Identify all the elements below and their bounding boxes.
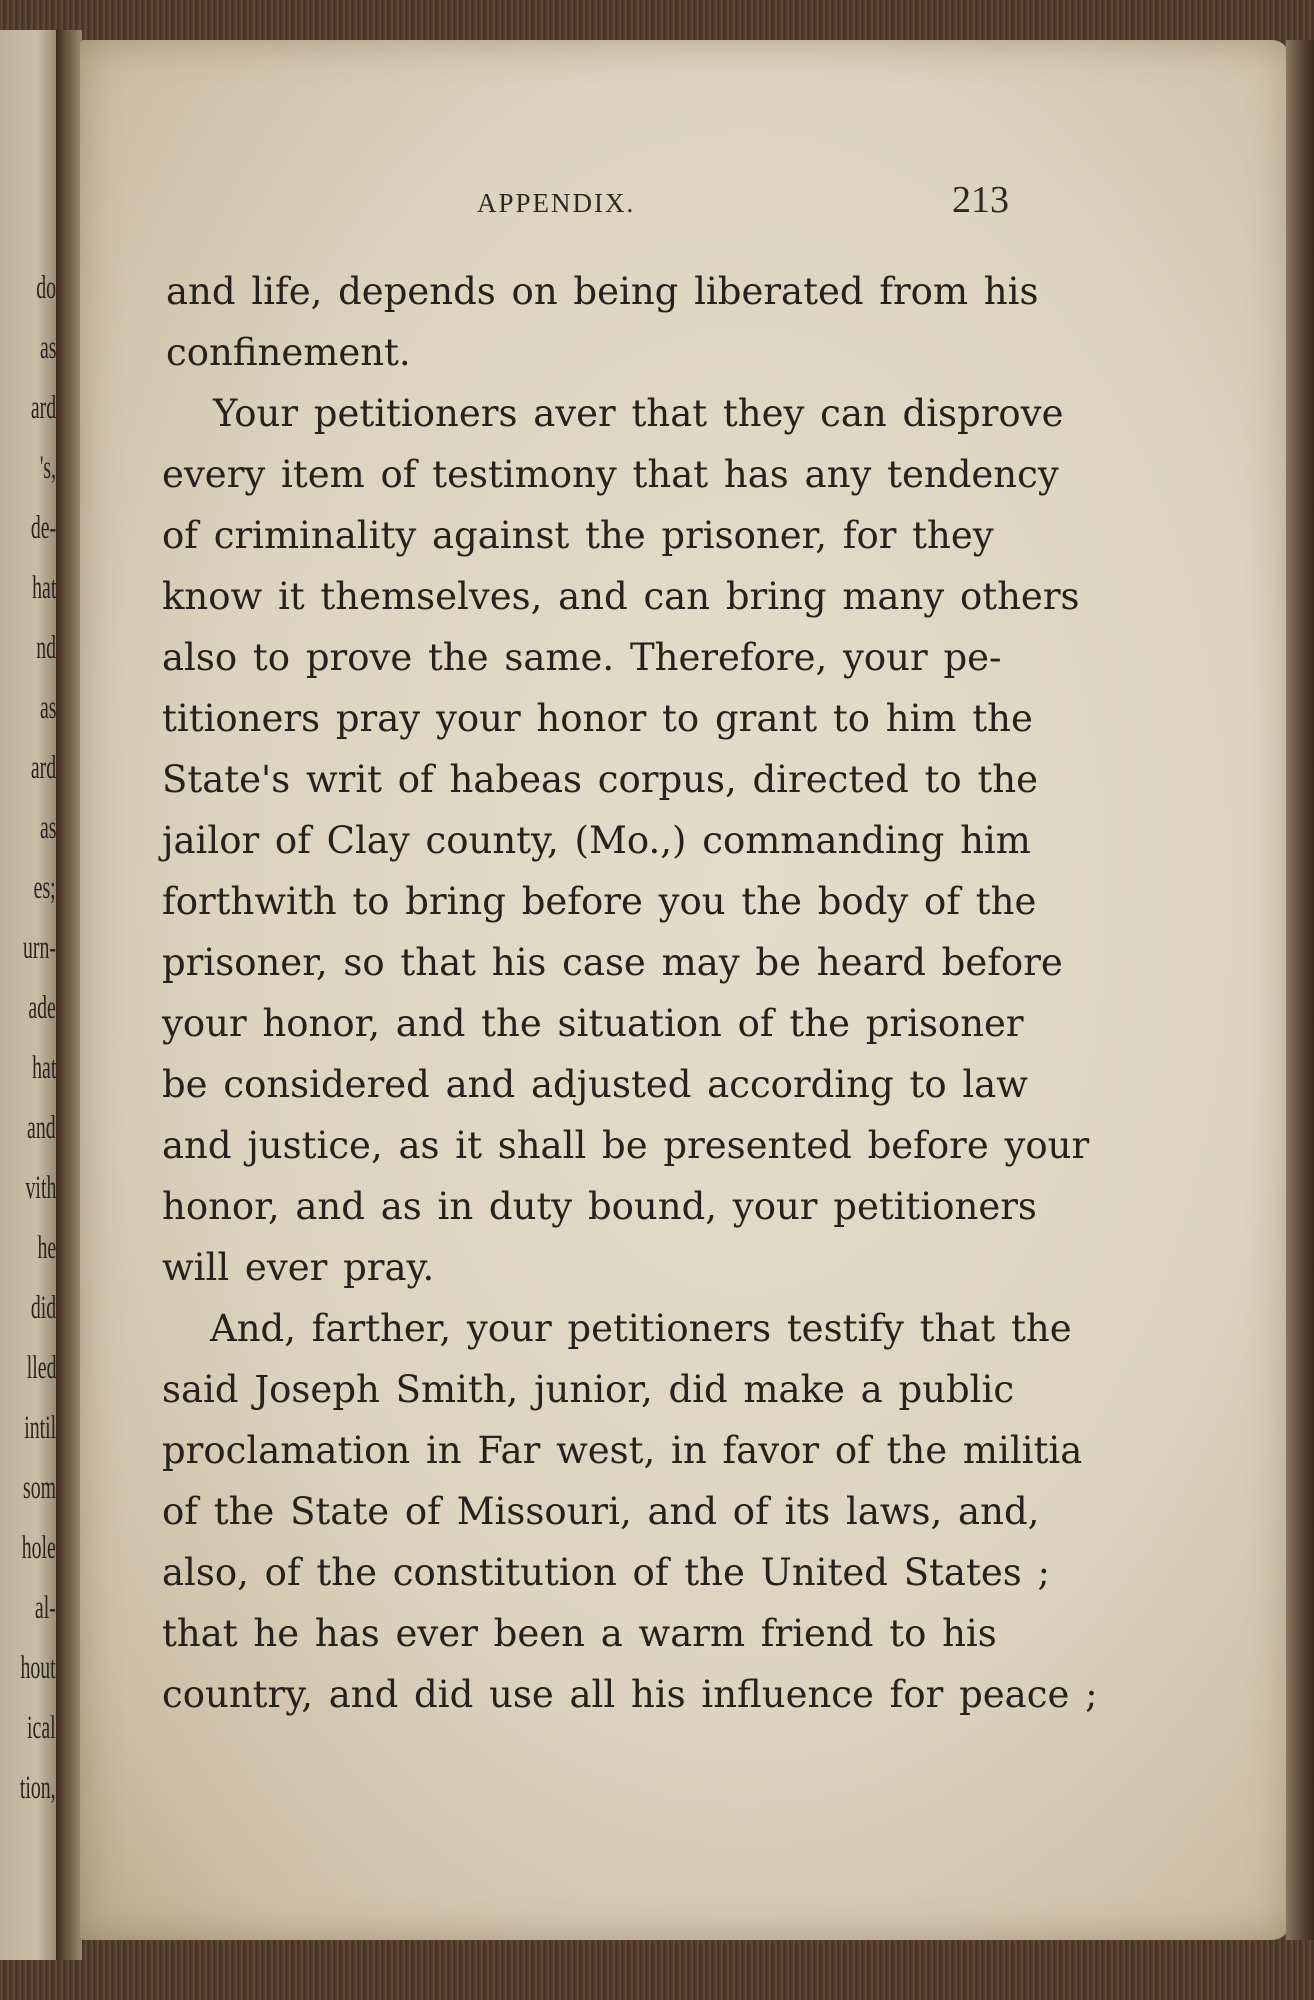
facing-text-fragment: al- [35, 1590, 56, 1626]
facing-text-fragment: and [27, 1110, 56, 1146]
text-line: said Joseph Smith, junior, did make a public [162, 1368, 1015, 1411]
page-edge-right [1286, 40, 1314, 1940]
facing-text-fragment: he [37, 1230, 56, 1266]
facing-text-fragment: ical [27, 1710, 56, 1746]
facing-page-edge [0, 30, 62, 1960]
facing-text-fragment: 's, [39, 450, 56, 486]
text-line: jailor of Clay county, (Mo.,) commanding him [162, 819, 1031, 862]
text-line: will ever pray. [162, 1246, 435, 1289]
facing-text-fragment: do [36, 270, 56, 306]
facing-text-fragment: es; [33, 870, 56, 906]
text-line: also to prove the same. Therefore, your pe- [162, 636, 1002, 679]
text-line: of the State of Missouri, and of its laws, and, [162, 1490, 1040, 1533]
page-header [0, 148, 1314, 221]
text-line: and justice, as it shall be presented before your [162, 1124, 1090, 1167]
text-line: know it themselves, and can bring many others [162, 575, 1080, 618]
text-line: honor, and as in duty bound, your petitioners [162, 1185, 1037, 1228]
text-line: confinement. [166, 331, 411, 374]
text-line: And, farther, your petitioners testify that the [210, 1307, 1072, 1350]
running-head: APPENDIX. [477, 188, 636, 218]
facing-text-fragment: as [39, 690, 56, 726]
text-line: titioners pray your honor to grant to him the [162, 697, 1033, 740]
facing-text-fragment: som [22, 1470, 56, 1506]
facing-text-fragment: hat [31, 1050, 56, 1086]
facing-text-fragment: urn- [23, 930, 56, 966]
page [80, 40, 1290, 1940]
facing-text-fragment: ard [30, 390, 56, 426]
text-line: proclamation in Far west, in favor of the militia [162, 1429, 1083, 1472]
facing-text-fragment: ade [28, 990, 56, 1026]
facing-text-fragment: de- [30, 510, 56, 546]
text-line: forthwith to bring before you the body of the [162, 880, 1037, 923]
facing-text-fragment: ard [30, 750, 56, 786]
page-number: 213 [952, 179, 1009, 221]
text-line: prisoner, so that his case may be heard before [162, 941, 1063, 984]
facing-text-fragment: tion, [20, 1770, 56, 1806]
binding-bottom [0, 1930, 1314, 2000]
text-line: also, of the constitution of the United States ; [162, 1551, 1050, 1594]
facing-text-fragment: vith [25, 1170, 56, 1206]
text-line: country, and did use all his influence for peace ; [162, 1673, 1098, 1716]
text-line: Your petitioners aver that they can disprove [213, 392, 1064, 435]
text-line: your honor, and the situation of the prisoner [162, 1002, 1024, 1045]
text-line: of criminality against the prisoner, for they [162, 514, 994, 557]
facing-text-fragment: as [39, 810, 56, 846]
facing-text-fragment: as [39, 330, 56, 366]
facing-text-fragment: nd [36, 630, 56, 666]
facing-text-fragment: lled [26, 1350, 56, 1386]
facing-text-fragment: did [30, 1290, 56, 1326]
book-gutter [56, 30, 82, 1960]
text-line: State's writ of habeas corpus, directed to the [162, 758, 1039, 801]
text-line: every item of testimony that has any tendency [162, 453, 1059, 496]
facing-text-fragment: hat [31, 570, 56, 606]
text-line: that he has ever been a warm friend to his [162, 1612, 997, 1655]
facing-text-fragment: intil [24, 1410, 56, 1446]
text-line: be considered and adjusted according to law [162, 1063, 1028, 1106]
facing-text-fragment: hole [21, 1530, 56, 1566]
facing-text-fragment: hout [20, 1650, 56, 1686]
text-line: and life, depends on being liberated from his [166, 270, 1039, 313]
